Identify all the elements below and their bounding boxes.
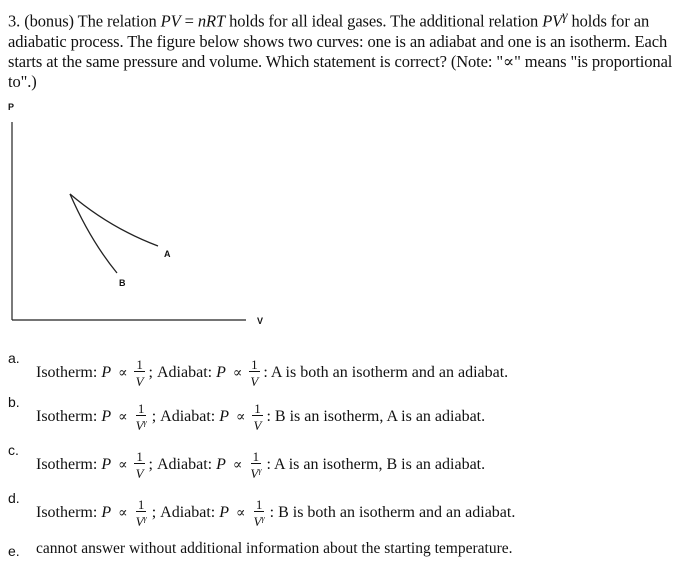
option-letter: b. — [8, 394, 20, 410]
fraction-denominator: V — [253, 418, 262, 433]
curve-b-label: B — [119, 278, 126, 288]
option-b[interactable] — [8, 394, 688, 434]
adiabat-fraction — [252, 402, 264, 432]
isotherm-fraction — [134, 498, 149, 528]
fraction-denominator: $V^\gamma$ — [250, 466, 262, 481]
question-part-4: holds for all ideal gases. The additional relation — [225, 11, 543, 31]
proportional-symbol: ∝ — [236, 505, 246, 521]
fraction-numerator: 1 — [255, 497, 263, 512]
option-letter: c. — [8, 442, 19, 458]
option-conclusion: : A is both an isotherm and an adiabat. — [263, 364, 509, 381]
adiabat-label: Adiabat: — [160, 408, 216, 425]
fraction-denominator: $V^\gamma$ — [135, 514, 147, 529]
pressure-symbol: P — [101, 408, 112, 425]
fraction-numerator: 1 — [251, 357, 258, 372]
fraction-denominator: $V^\gamma$ — [135, 418, 147, 433]
fraction-numerator: 1 — [254, 401, 261, 416]
question-number: 3. — [8, 11, 21, 31]
adiabat-label: Adiabat: — [157, 456, 213, 473]
curve-a-label: A — [164, 249, 171, 259]
proportional-symbol: ∝ — [118, 505, 128, 521]
y-axis-label: P — [8, 102, 15, 112]
isotherm-fraction — [134, 358, 146, 388]
proportional-symbol: ∝ — [118, 409, 128, 425]
question-text — [8, 6, 692, 92]
isotherm-label: Isotherm: — [36, 364, 98, 381]
question-part-6: γ — [562, 8, 568, 23]
option-letter: d. — [8, 490, 20, 506]
fraction-denominator: V — [135, 374, 144, 389]
fraction-numerator: 1 — [252, 449, 260, 464]
fraction-numerator: 1 — [136, 357, 143, 372]
adiabat-fraction — [248, 450, 263, 480]
isotherm-fraction — [134, 450, 146, 480]
pressure-symbol: P — [101, 456, 112, 473]
adiabat-label: Adiabat: — [160, 504, 216, 521]
x-axis-label: V — [257, 316, 264, 326]
pressure-symbol: P — [219, 408, 230, 425]
option-letter: a. — [8, 350, 20, 366]
fraction-denominator: V — [250, 374, 259, 389]
pressure-symbol: P — [101, 364, 112, 381]
question-part-7: holds for an adiabatic process. The figure below shows two curves: one is an adiabat and one is an isotherm. Each starts at the same pressure and volume. Which statement is correct? (Note: "∝" means "is proportional to".) — [8, 11, 673, 91]
option-conclusion: : B is both an isotherm and an adiabat. — [269, 504, 516, 521]
adiabat-fraction — [252, 498, 267, 528]
option-letter: e. — [8, 543, 20, 559]
fraction-denominator: $V^\gamma$ — [253, 514, 265, 529]
curve-a — [70, 194, 158, 246]
isotherm-fraction — [134, 402, 149, 432]
semicolon: ; — [151, 408, 157, 425]
fraction-numerator: 1 — [137, 497, 145, 512]
pressure-symbol: P — [216, 456, 226, 473]
pressure-symbol: P — [216, 364, 226, 381]
question-part-3: nRT — [197, 11, 226, 31]
curve-b — [70, 194, 117, 273]
proportional-symbol: ∝ — [236, 409, 246, 425]
option-e-text: cannot answer without additional information about the starting temperature. — [36, 540, 513, 557]
semicolon: ; — [148, 364, 153, 381]
option-a[interactable] — [8, 350, 688, 390]
isotherm-label: Isotherm: — [36, 408, 98, 425]
proportional-symbol: ∝ — [232, 457, 243, 473]
fraction-denominator: V — [135, 466, 144, 481]
option-conclusion: : B is an isotherm, A is an adiabat. — [266, 408, 486, 425]
option-e[interactable] — [8, 540, 688, 564]
fraction-numerator: 1 — [136, 449, 143, 464]
question-part-0: (bonus) The relation — [24, 11, 161, 31]
proportional-symbol: ∝ — [118, 365, 128, 381]
adiabat-label: Adiabat: — [157, 364, 213, 381]
option-d[interactable] — [8, 490, 688, 530]
question-part-1: PV — [160, 11, 181, 31]
proportional-symbol: ∝ — [232, 365, 243, 381]
option-c[interactable] — [8, 442, 688, 482]
pressure-symbol: P — [101, 504, 112, 521]
adiabat-fraction — [248, 358, 260, 388]
semicolon: ; — [151, 504, 157, 521]
fraction-numerator: 1 — [137, 401, 145, 416]
question-part-5: PV — [542, 11, 563, 31]
option-conclusion: : A is an isotherm, B is an adiabat. — [266, 456, 486, 473]
semicolon: ; — [148, 456, 153, 473]
proportional-symbol: ∝ — [118, 457, 128, 473]
question-part-2: = — [180, 11, 198, 31]
pressure-symbol: P — [219, 504, 230, 521]
isotherm-label: Isotherm: — [36, 456, 98, 473]
isotherm-label: Isotherm: — [36, 504, 98, 521]
